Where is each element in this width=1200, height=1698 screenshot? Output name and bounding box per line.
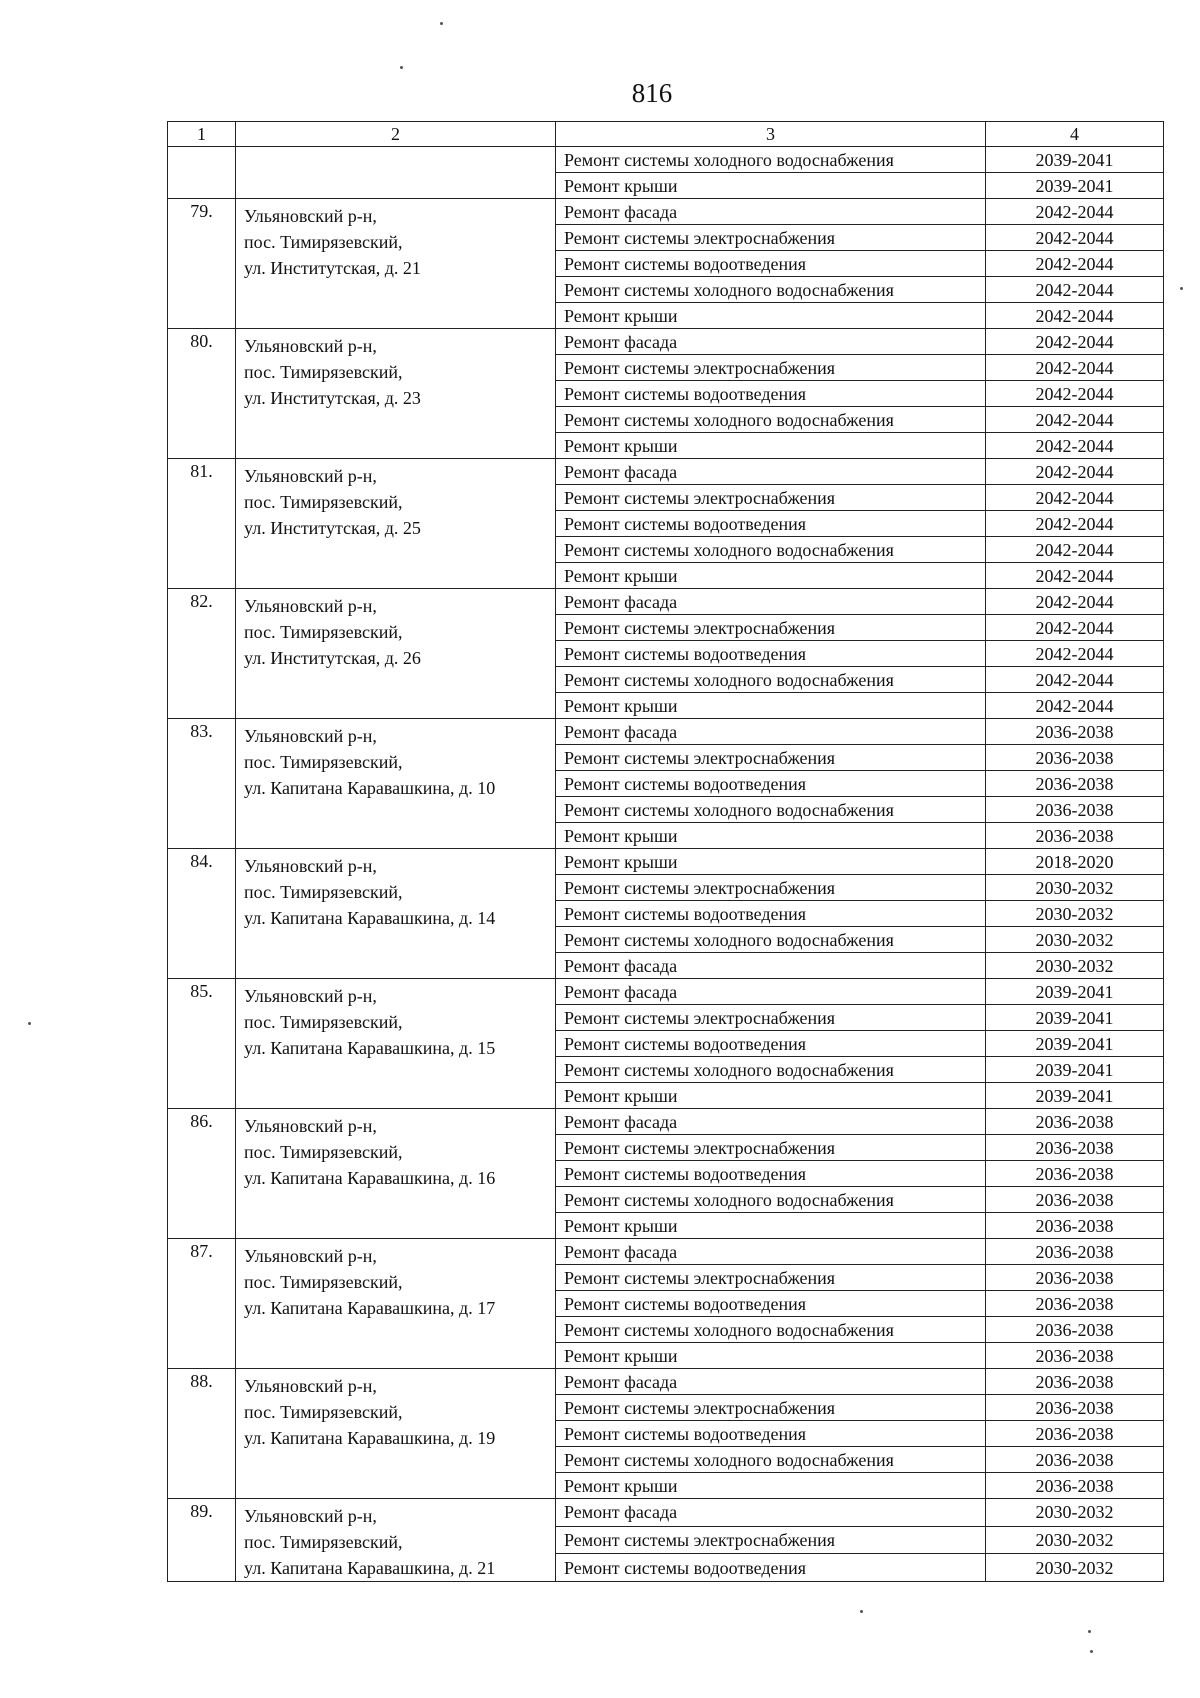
scan-speck (440, 22, 443, 25)
work-years-cell: 2042-2044 (986, 693, 1164, 719)
work-years-cell: 2030-2032 (986, 927, 1164, 953)
address-cell (236, 459, 556, 589)
address-line: ул. Капитана Каравашкина, д. 10 (244, 778, 496, 798)
table-row (168, 199, 1164, 225)
work-type-cell: Ремонт системы холодного водоснабжения (556, 537, 986, 563)
entry-number-cell: 84. (168, 849, 236, 979)
table-row (168, 1499, 1164, 1527)
address-line: ул. Институтская, д. 23 (244, 388, 421, 408)
work-type-cell: Ремонт фасада (556, 199, 986, 225)
address-line: Ульяновский р-н, (244, 1506, 377, 1526)
address-line: пос. Тимирязевский, (244, 1532, 403, 1552)
work-type-cell: Ремонт системы электроснабжения (556, 1135, 986, 1161)
work-type-cell: Ремонт фасада (556, 1109, 986, 1135)
column-number-1: 1 (168, 122, 236, 147)
column-number-row (168, 122, 1164, 147)
scan-speck (1090, 1650, 1093, 1653)
work-years-cell: 2042-2044 (986, 641, 1164, 667)
entry-number-cell: 83. (168, 719, 236, 849)
address-line: пос. Тимирязевский, (244, 1012, 403, 1032)
address-line: Ульяновский р-н, (244, 466, 377, 486)
work-years-cell: 2042-2044 (986, 407, 1164, 433)
address-line: пос. Тимирязевский, (244, 1142, 403, 1162)
work-type-cell: Ремонт системы электроснабжения (556, 615, 986, 641)
work-years-cell: 2042-2044 (986, 329, 1164, 355)
entry-number-cell: 87. (168, 1239, 236, 1369)
table-row (168, 147, 1164, 173)
work-type-cell: Ремонт системы электроснабжения (556, 355, 986, 381)
work-years-cell: 2042-2044 (986, 459, 1164, 485)
work-years-cell: 2030-2032 (986, 1554, 1164, 1582)
address-line: ул. Капитана Каравашкина, д. 15 (244, 1038, 496, 1058)
address-cell (236, 979, 556, 1109)
work-years-cell: 2036-2038 (986, 1395, 1164, 1421)
work-years-cell: 2036-2038 (986, 1265, 1164, 1291)
address-cell (236, 589, 556, 719)
work-years-cell: 2039-2041 (986, 1005, 1164, 1031)
work-type-cell: Ремонт системы водоотведения (556, 251, 986, 277)
work-years-cell: 2036-2038 (986, 1161, 1164, 1187)
repair-schedule-table (167, 121, 1164, 1582)
work-type-cell: Ремонт крыши (556, 1083, 986, 1109)
work-years-cell: 2036-2038 (986, 1343, 1164, 1369)
work-type-cell: Ремонт системы холодного водоснабжения (556, 667, 986, 693)
table-row (168, 329, 1164, 355)
table-row (168, 1109, 1164, 1135)
scan-speck (1088, 1630, 1091, 1633)
work-type-cell: Ремонт системы электроснабжения (556, 875, 986, 901)
entry-number-cell: 79. (168, 199, 236, 329)
work-years-cell: 2039-2041 (986, 173, 1164, 199)
work-years-cell: 2036-2038 (986, 1213, 1164, 1239)
address-line: ул. Капитана Каравашкина, д. 19 (244, 1428, 496, 1448)
entry-number-cell: 85. (168, 979, 236, 1109)
address-line: пос. Тимирязевский, (244, 362, 403, 382)
address-line: Ульяновский р-н, (244, 206, 377, 226)
work-years-cell: 2042-2044 (986, 615, 1164, 641)
work-type-cell: Ремонт фасада (556, 1499, 986, 1527)
address-line: ул. Капитана Каравашкина, д. 17 (244, 1298, 496, 1318)
work-type-cell: Ремонт крыши (556, 303, 986, 329)
work-years-cell: 2036-2038 (986, 1291, 1164, 1317)
work-type-cell: Ремонт системы холодного водоснабжения (556, 797, 986, 823)
work-type-cell: Ремонт крыши (556, 823, 986, 849)
work-type-cell: Ремонт системы холодного водоснабжения (556, 1317, 986, 1343)
work-type-cell: Ремонт системы холодного водоснабжения (556, 277, 986, 303)
scan-speck (860, 1610, 863, 1613)
work-type-cell: Ремонт системы электроснабжения (556, 1395, 986, 1421)
table-row (168, 459, 1164, 485)
work-years-cell: 2042-2044 (986, 381, 1164, 407)
work-years-cell: 2042-2044 (986, 563, 1164, 589)
entry-number-cell: 82. (168, 589, 236, 719)
work-type-cell: Ремонт системы электроснабжения (556, 1526, 986, 1554)
address-line: ул. Капитана Каравашкина, д. 21 (244, 1558, 496, 1578)
work-years-cell: 2036-2038 (986, 1109, 1164, 1135)
work-years-cell: 2018-2020 (986, 849, 1164, 875)
work-years-cell: 2036-2038 (986, 1239, 1164, 1265)
work-years-cell: 2036-2038 (986, 823, 1164, 849)
address-line: Ульяновский р-н, (244, 1116, 377, 1136)
work-type-cell: Ремонт системы холодного водоснабжения (556, 1187, 986, 1213)
address-line: Ульяновский р-н, (244, 596, 377, 616)
work-years-cell: 2042-2044 (986, 511, 1164, 537)
work-type-cell: Ремонт системы электроснабжения (556, 745, 986, 771)
work-years-cell: 2036-2038 (986, 771, 1164, 797)
work-years-cell: 2030-2032 (986, 901, 1164, 927)
address-line: ул. Капитана Каравашкина, д. 14 (244, 908, 496, 928)
work-years-cell: 2036-2038 (986, 1369, 1164, 1395)
address-cell (236, 849, 556, 979)
table-body (168, 122, 1164, 1582)
work-years-cell: 2036-2038 (986, 719, 1164, 745)
work-years-cell: 2042-2044 (986, 537, 1164, 563)
address-line: ул. Институтская, д. 25 (244, 518, 421, 538)
work-type-cell: Ремонт крыши (556, 173, 986, 199)
address-line: пос. Тимирязевский, (244, 752, 403, 772)
work-years-cell: 2030-2032 (986, 875, 1164, 901)
address-line: ул. Институтская, д. 21 (244, 258, 421, 278)
address-cell (236, 1369, 556, 1499)
work-type-cell: Ремонт крыши (556, 1213, 986, 1239)
entry-number-cell: 81. (168, 459, 236, 589)
work-type-cell: Ремонт системы электроснабжения (556, 1005, 986, 1031)
page-number: 816 (631, 78, 673, 108)
work-type-cell: Ремонт системы водоотведения (556, 771, 986, 797)
work-type-cell: Ремонт крыши (556, 693, 986, 719)
work-type-cell: Ремонт системы холодного водоснабжения (556, 407, 986, 433)
work-years-cell: 2036-2038 (986, 1473, 1164, 1499)
address-line: пос. Тимирязевский, (244, 232, 403, 252)
work-type-cell: Ремонт системы электроснабжения (556, 485, 986, 511)
scan-speck (1180, 287, 1183, 290)
work-years-cell: 2039-2041 (986, 1057, 1164, 1083)
table-row (168, 1369, 1164, 1395)
work-type-cell: Ремонт крыши (556, 1343, 986, 1369)
address-line: Ульяновский р-н, (244, 986, 377, 1006)
address-line: Ульяновский р-н, (244, 726, 377, 746)
work-type-cell: Ремонт крыши (556, 563, 986, 589)
work-years-cell: 2042-2044 (986, 225, 1164, 251)
table-row (168, 1239, 1164, 1265)
scan-speck (28, 1022, 31, 1025)
work-years-cell: 2039-2041 (986, 147, 1164, 173)
work-type-cell: Ремонт системы холодного водоснабжения (556, 147, 986, 173)
entry-number-cell: 88. (168, 1369, 236, 1499)
work-years-cell: 2030-2032 (986, 953, 1164, 979)
address-line: ул. Институтская, д. 26 (244, 648, 421, 668)
address-line: пос. Тимирязевский, (244, 1272, 403, 1292)
work-years-cell: 2036-2038 (986, 1317, 1164, 1343)
work-years-cell: 2039-2041 (986, 1031, 1164, 1057)
work-years-cell: 2030-2032 (986, 1499, 1164, 1527)
column-number-2: 2 (236, 122, 556, 147)
work-type-cell: Ремонт системы водоотведения (556, 1421, 986, 1447)
work-type-cell: Ремонт фасада (556, 329, 986, 355)
work-years-cell: 2042-2044 (986, 251, 1164, 277)
address-line: пос. Тимирязевский, (244, 492, 403, 512)
work-years-cell: 2039-2041 (986, 1083, 1164, 1109)
work-years-cell: 2036-2038 (986, 745, 1164, 771)
work-type-cell: Ремонт крыши (556, 1473, 986, 1499)
work-years-cell: 2042-2044 (986, 485, 1164, 511)
address-cell (236, 1239, 556, 1369)
address-cell (236, 199, 556, 329)
work-type-cell: Ремонт системы водоотведения (556, 641, 986, 667)
work-type-cell: Ремонт системы водоотведения (556, 511, 986, 537)
work-type-cell: Ремонт системы водоотведения (556, 1291, 986, 1317)
work-years-cell: 2042-2044 (986, 433, 1164, 459)
work-type-cell: Ремонт системы электроснабжения (556, 1265, 986, 1291)
work-years-cell: 2042-2044 (986, 277, 1164, 303)
address-line: пос. Тимирязевский, (244, 622, 403, 642)
work-type-cell: Ремонт фасада (556, 459, 986, 485)
work-type-cell: Ремонт системы водоотведения (556, 901, 986, 927)
work-type-cell: Ремонт фасада (556, 1369, 986, 1395)
address-cell (236, 1109, 556, 1239)
address-line: Ульяновский р-н, (244, 856, 377, 876)
table-row (168, 979, 1164, 1005)
work-years-cell: 2036-2038 (986, 1421, 1164, 1447)
work-years-cell: 2042-2044 (986, 355, 1164, 381)
work-years-cell: 2036-2038 (986, 1187, 1164, 1213)
entry-number-cell: 80. (168, 329, 236, 459)
scan-speck (400, 66, 403, 69)
address-cell (236, 719, 556, 849)
work-type-cell: Ремонт системы электроснабжения (556, 225, 986, 251)
work-type-cell: Ремонт системы водоотведения (556, 1554, 986, 1582)
work-years-cell: 2042-2044 (986, 199, 1164, 225)
work-type-cell: Ремонт крыши (556, 433, 986, 459)
work-type-cell: Ремонт фасада (556, 953, 986, 979)
work-type-cell: Ремонт крыши (556, 849, 986, 875)
work-type-cell: Ремонт фасада (556, 719, 986, 745)
address-line: пос. Тимирязевский, (244, 882, 403, 902)
work-years-cell: 2036-2038 (986, 797, 1164, 823)
work-years-cell: 2039-2041 (986, 979, 1164, 1005)
work-type-cell: Ремонт системы водоотведения (556, 381, 986, 407)
address-cell (236, 147, 556, 199)
address-cell (236, 1499, 556, 1582)
address-line: Ульяновский р-н, (244, 1246, 377, 1266)
work-years-cell: 2036-2038 (986, 1135, 1164, 1161)
column-number-3: 3 (556, 122, 986, 147)
address-line: Ульяновский р-н, (244, 1376, 377, 1396)
address-line: ул. Капитана Каравашкина, д. 16 (244, 1168, 496, 1188)
entry-number-cell (168, 147, 236, 199)
work-type-cell: Ремонт системы водоотведения (556, 1161, 986, 1187)
work-type-cell: Ремонт системы холодного водоснабжения (556, 1057, 986, 1083)
table-row (168, 849, 1164, 875)
work-years-cell: 2030-2032 (986, 1526, 1164, 1554)
address-line: пос. Тимирязевский, (244, 1402, 403, 1422)
column-number-4: 4 (986, 122, 1164, 147)
work-years-cell: 2036-2038 (986, 1447, 1164, 1473)
entry-number-cell: 86. (168, 1109, 236, 1239)
work-years-cell: 2042-2044 (986, 303, 1164, 329)
work-years-cell: 2042-2044 (986, 667, 1164, 693)
address-line: Ульяновский р-н, (244, 336, 377, 356)
work-type-cell: Ремонт системы водоотведения (556, 1031, 986, 1057)
entry-number-cell: 89. (168, 1499, 236, 1582)
table-row (168, 589, 1164, 615)
work-type-cell: Ремонт фасада (556, 979, 986, 1005)
address-cell (236, 329, 556, 459)
work-type-cell: Ремонт фасада (556, 589, 986, 615)
work-years-cell: 2042-2044 (986, 589, 1164, 615)
table-row (168, 719, 1164, 745)
work-type-cell: Ремонт фасада (556, 1239, 986, 1265)
work-type-cell: Ремонт системы холодного водоснабжения (556, 1447, 986, 1473)
work-type-cell: Ремонт системы холодного водоснабжения (556, 927, 986, 953)
